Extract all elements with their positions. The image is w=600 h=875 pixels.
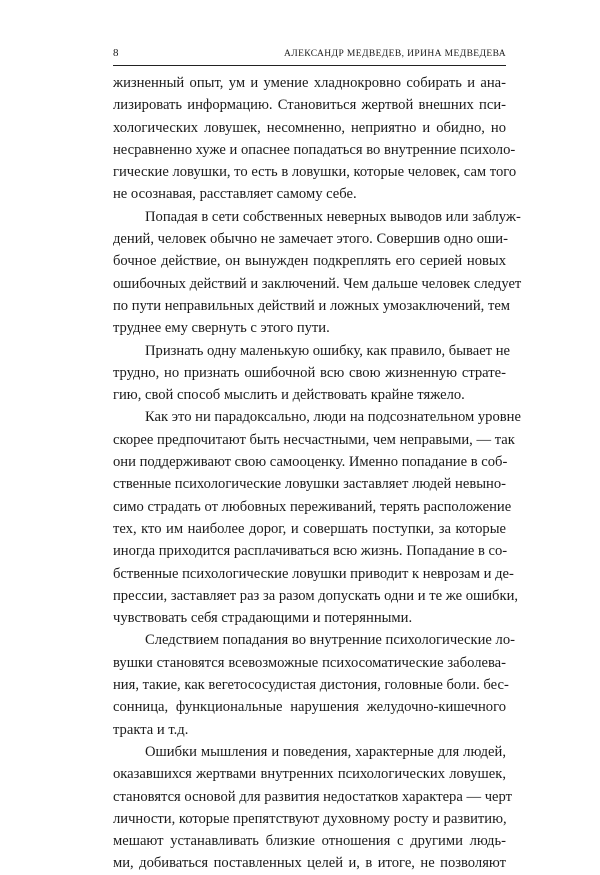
text-line: гию, свой способ мыслить и действовать крайне тяжело. [113,387,465,404]
text-line: дений, человек обычно не замечает этого. Совершив одно оши- [113,231,508,248]
text-line: оказавшихся жертвами внутренних психологических ловушек, [113,766,506,783]
text-line: бочное действие, он вынужден подкреплять его серией новых [113,253,506,270]
header-divider [113,65,506,66]
text-line: ственные психологические ловушки заставляет людей невыно- [113,476,506,493]
text-line: тех, кто им наиболее дорог, и совершать поступки, за которые [113,520,506,537]
paragraph [113,340,510,407]
text-line: ошибочных действий и заключений. Чем дальше человек следует [113,275,522,292]
text-line: чувствовать себя страдающими и потерянными. [113,610,413,627]
paragraph [113,72,517,206]
text-line: скорее предпочитают быть несчастными, чем неправыми, — так [113,431,515,448]
text-line: по пути неправильных действий и ложных умозаключений, тем [113,297,511,314]
page-number: 8 [113,47,119,59]
text-line: Признать одну маленькую ошибку, как правило, бывает не [145,342,510,359]
text-line: тракта и т.д. [113,721,189,738]
text-line: трудно, но признать ошибочной всю свою жизненную страте- [113,364,506,381]
text-line: труднее ему свернуть с этого пути. [113,320,330,337]
paragraph [113,629,515,740]
body-text [113,72,522,875]
text-line: сонница, функциональные нарушения желудочно-кишечного [113,699,506,716]
text-line: Попадая в сети собственных неверных выводов или заблуж- [145,208,521,225]
paragraph [113,406,521,629]
text-line: симо страдать от любовных переживаний, терять расположение [113,498,512,515]
text-line: становятся основой для развития недостатков характера — черт [113,788,513,805]
text-line: гические ловушки, то есть в ловушки, которые человек, сам того [113,164,517,181]
text-line: личности, которые препятствуют духовному росту и развитию, [113,810,507,827]
text-line: прессии, заставляет раз за разом допускать одни и те же ошибки, [113,587,519,604]
text-line: ми, добиваться поставленных целей и, в итоге, не позволяют [113,855,506,872]
text-line: бственные психологические ловушки приводит к неврозам и де- [113,565,514,582]
text-line: иногда приходится расплачиваться всю жизнь. Попадание в со- [113,543,508,560]
paragraph [113,741,513,875]
running-head: АЛЕКСАНДР МЕДВЕДЕВ, ИРИНА МЕДВЕДЕВА [283,49,506,59]
text-line: вушки становятся всевозможные психосоматические заболева- [113,654,506,671]
text-line: Следствием попадания во внутренние психологические ло- [145,632,515,649]
text-line: Ошибки мышления и поведения, характерные для людей, [145,743,506,760]
text-line: лизировать информацию. Становиться жертвой внешних пси- [113,97,506,114]
text-line: Как это ни парадоксально, люди на подсознательном уровне [145,409,521,426]
text-line: ния, такие, как вегетососудистая дистония, головные боли. бес- [113,677,509,694]
paragraph [113,206,522,340]
text-line: мешают устанавливать близкие отношения с другими людь- [113,833,506,850]
text-line: не осознавая, расставляет самому себе. [113,186,357,203]
text-line: жизненный опыт, ум и умение хладнокровно собирать и ана- [113,75,506,91]
page-header [113,46,506,64]
text-line: хологических ловушек, несомненно, неприятно и обидно, но [113,119,506,136]
text-line: несравненно хуже и опаснее попадаться во внутренние психоло- [113,141,516,158]
text-line: они поддерживают свою самооценку. Именно попадание в соб- [113,454,508,471]
